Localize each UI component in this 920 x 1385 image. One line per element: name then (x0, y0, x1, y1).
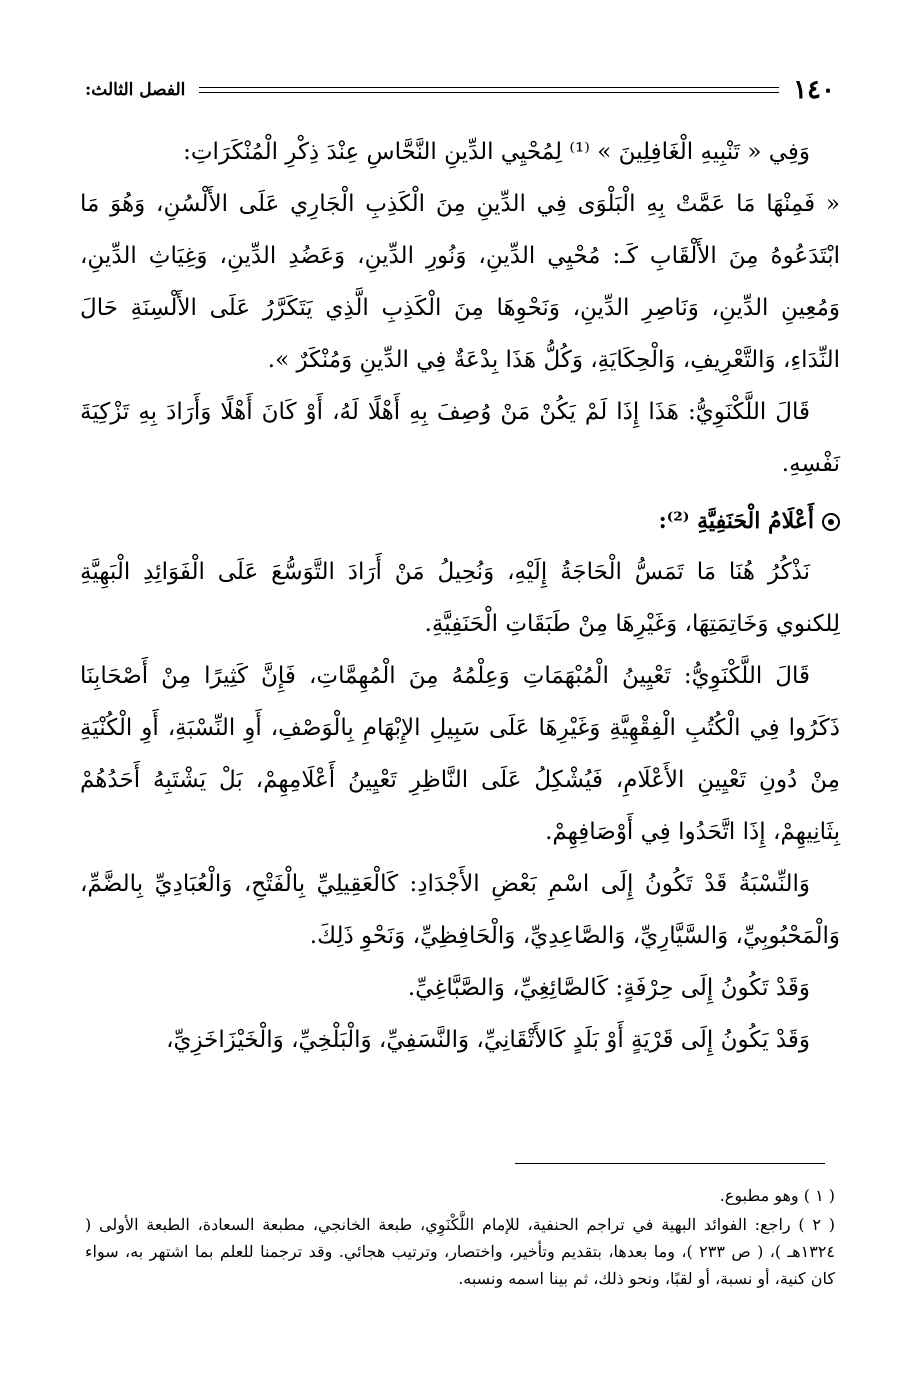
chapter-title: الفصل الثالث: (85, 80, 186, 100)
section-heading (80, 496, 840, 546)
paragraph-2-quote: « فَمِنْهَا مَا عَمَّتْ بِهِ الْبَلْوَى فِي الدِّينِ مِنَ الْكَذِبِ الْجَارِي عَلَى الأَلْسُنِ، وَهُوَ مَا ابْتَدَعُوهُ مِنَ الأَلْقَابِ كَـ: مُحْيِي الدِّينِ، وَنُورِ الدِّينِ، وَعَضُدِ الدِّينِ، وَغِيَاثِ الدِّينِ، وَمُعِينِ الدِّينِ، وَنَاصِرِ الدِّينِ، وَنَحْوِهَا مِنَ الْكَذِبِ الَّذِي يَتَكَرَّرُ عَلَى الأَلْسِنَةِ حَالَ النِّدَاءِ، وَالتَّعْرِيفِ، وَالْحِكَايَةِ، وَكُلُّ هَذَا بِدْعَةٌ فِي الدِّينِ وَمُنْكَرٌ ». (80, 191, 840, 373)
paragraph-7: وَقَدْ تَكُونُ إِلَى حِرْفَةٍ: كَالصَّائِغِيِّ، وَالصَّبَّاغِيِّ. (407, 975, 810, 1001)
footnote-separator (515, 1163, 825, 1164)
paragraph-6: وَالنِّسْبَةُ قَدْ تَكُونُ إِلَى اسْمِ بَعْضِ الأَجْدَادِ: كَالْعَقِيلِيِّ بِالْفَتْحِ، وَالْعُبَادِيِّ بِالضَّمِّ، وَالْمَحْبُوبِيِّ، وَالسَّيَّارِيِّ، وَالصَّاعِدِيِّ، وَالْحَافِظِيِّ، وَنَحْوِ ذَلِكَ. (80, 871, 840, 949)
paragraph-3: قَالَ اللَّكْنَوِيُّ: هَذَا إِذَا لَمْ يَكُنْ مَنْ وُصِفَ بِهِ أَهْلًا لَهُ، أَوْ كَانَ أَهْلًا وَأَرَادَ بِهِ تَزْكِيَةَ نَفْسِهِ. (80, 399, 840, 477)
paragraph-4: نَذْكُرُ هُنَا مَا تَمَسُّ الْحَاجَةُ إِلَيْهِ، وَنُحِيلُ مَنْ أَرَادَ التَّوَسُّعَ عَلَى الْفَوَائِدِ الْبَهِيَّةِ لِلكنوي وَخَاتِمَتِهَا، وَغَيْرِهَا مِنْ طَبَقَاتِ الْحَنَفِيَّةِ. (80, 559, 840, 637)
page-header (85, 72, 835, 108)
footnote-2: ( ٢ ) راجع: الفوائد البهية في تراجم الحنفية، للإمام اللَّكْنَوِي، طبعة الخانجي، مطبعة السعادة، الطبعة الأولى ( ١٣٢٤هـ )، ( ص ٢٣٣ )، وما بعدها، بتقديم وتأخير، واختصار، وترتيب هجائي. وقد ترجمنا للعلم بما اشتهر به، سواء كان كنية، أو نسبة، أو لقبًا، ونحو ذلك، ثم بينا اسمه ونسبه. (85, 1215, 836, 1288)
footnotes (85, 1182, 835, 1294)
section-heading-text: أَعْلَامُ الْحَنَفِيَّةِ ⁽²⁾: (658, 508, 814, 534)
paragraph-1: وَفِي « تَنْبِيهِ الْغَافِلِينَ » ⁽¹⁾ لِمُحْيِي الدِّينِ النَّحَّاسِ عِنْدَ ذِكْرِ الْمُنْكَرَاتِ: (183, 139, 810, 165)
main-text (80, 126, 840, 1066)
footnote-1: ( ١ ) وهو مطبوع. (719, 1186, 835, 1205)
header-rule (199, 87, 779, 93)
paragraph-8: وَقَدْ يَكُونُ إِلَى قَرْيَةٍ أَوْ بَلَدٍ كَالأَتْقَانِيِّ، وَالنَّسَفِيِّ، وَالْبَلْخِيِّ، وَالْخَيْزَاخَزِيِّ، (166, 1027, 810, 1053)
flower-ornament-icon (822, 513, 840, 531)
paragraph-5: قَالَ اللَّكْنَوِيُّ: تَعْيِينُ الْمُبْهَمَاتِ وَعِلْمُهُ مِنَ الْمُهِمَّاتِ، فَإِنَّ كَثِيرًا مِنْ أَصْحَابِنَا ذَكَرُوا فِي الْكُتُبِ الْفِقْهِيَّةِ وَغَيْرِهَا عَلَى سَبِيلِ الإِبْهَامِ بِالْوَصْفِ، أَوِ النِّسْبَةِ، أَوِ الْكُنْيَةِ مِنْ دُونِ تَعْيِينِ الأَعْلَامِ، فَيُشْكِلُ عَلَى النَّاظِرِ تَعْيِينُ أَعْلَامِهِمْ، بَلْ يَشْتَبِهُ أَحَدُهُمْ بِثَانِيهِمْ، إِذَا اتَّحَدُوا فِي أَوْصَافِهِمْ. (80, 663, 840, 845)
page-number: ١٤٠ (793, 75, 835, 105)
